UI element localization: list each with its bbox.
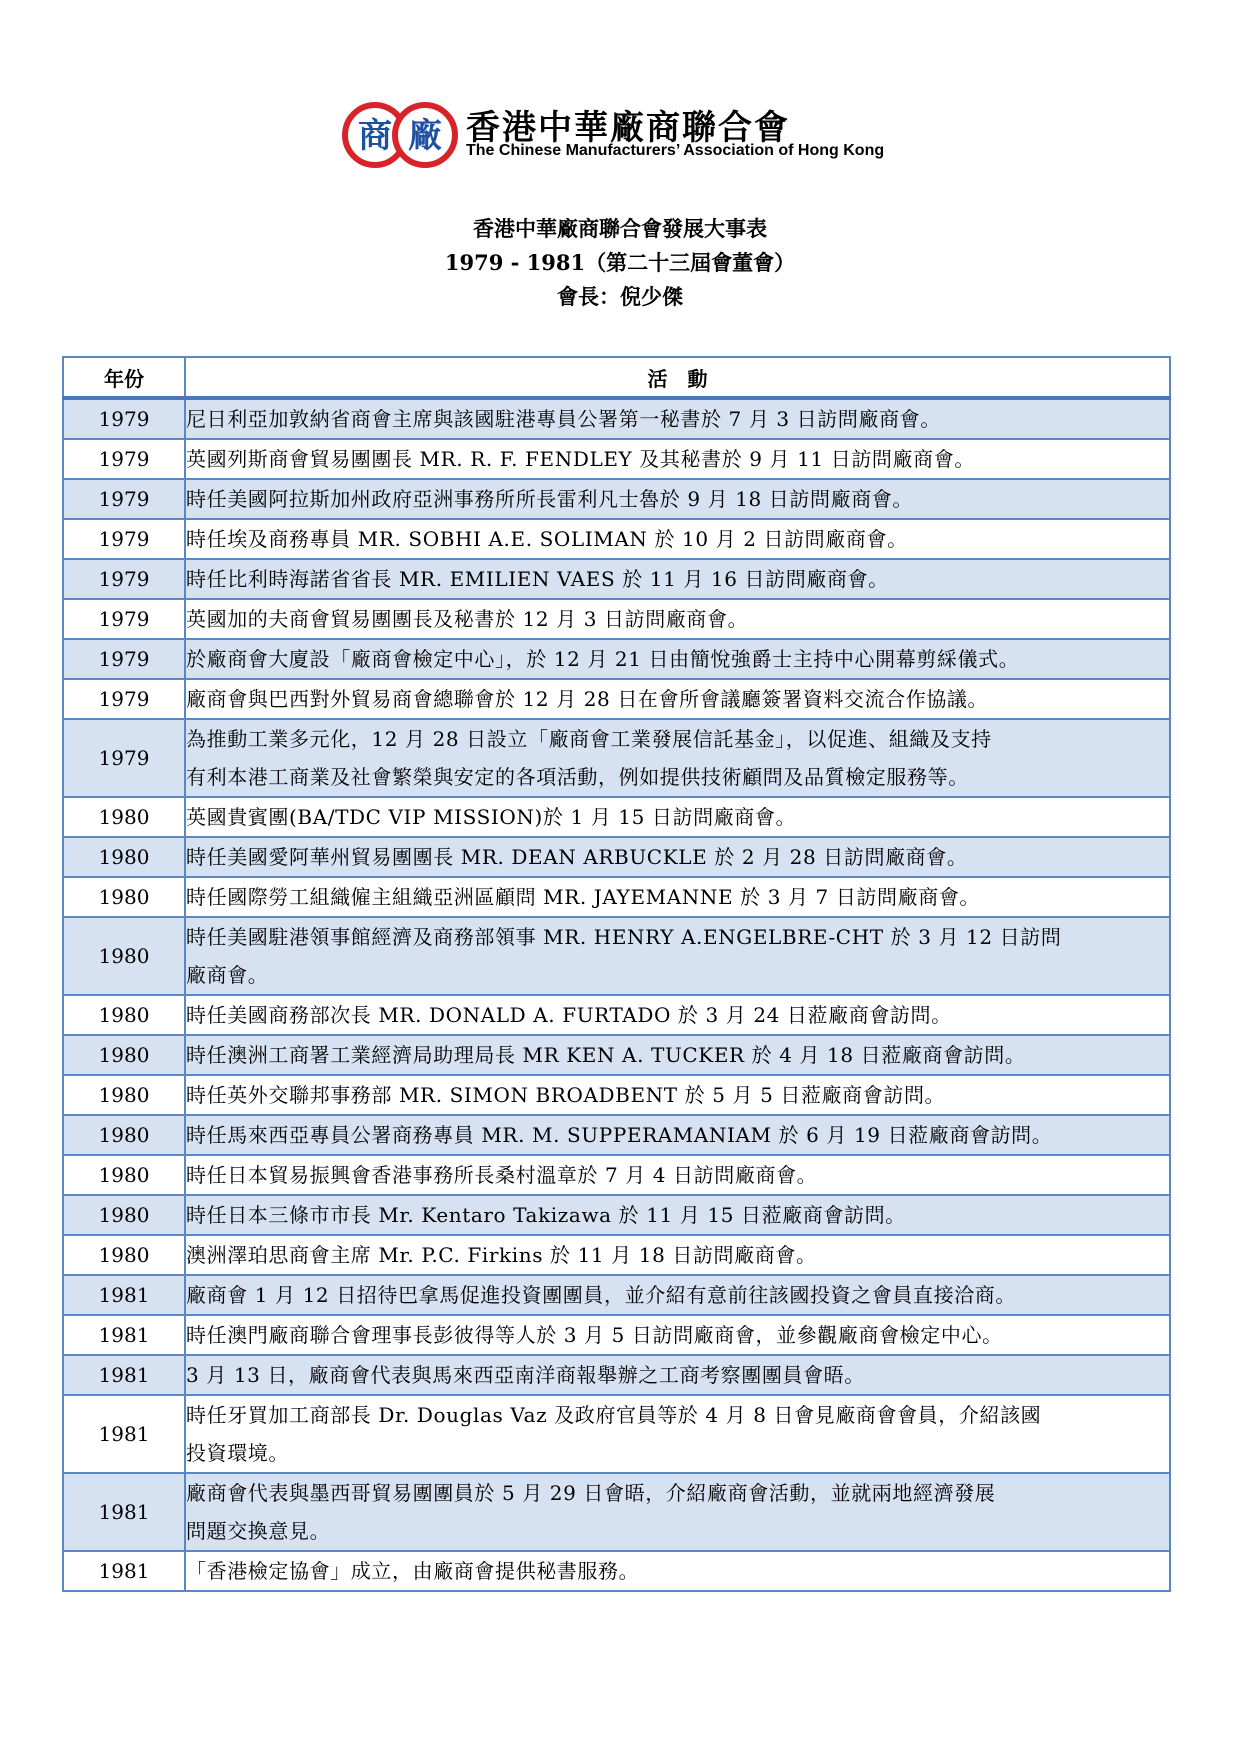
row-year: 1979 xyxy=(63,679,185,719)
row-activity-line: 廠商會與巴西對外貿易商會總聯會於 12 月 28 日在會所會議廳簽署資料交流合作協議。 xyxy=(186,687,989,711)
year-column-header: 年份 xyxy=(63,357,185,398)
table-row xyxy=(63,1115,1170,1155)
row-year: 1980 xyxy=(63,877,185,917)
document-title: 香港中華廠商聯合會發展大事表 xyxy=(473,216,767,241)
row-year: 1979 xyxy=(63,439,185,479)
table-row xyxy=(63,1235,1170,1275)
row-activity-line: 英國貴賓團(BA/TDC VIP MISSION)於 1 月 15 日訪問廠商會。 xyxy=(186,805,797,829)
table-row xyxy=(63,1315,1170,1355)
row-activity xyxy=(185,1115,1170,1155)
row-activity xyxy=(185,1035,1170,1075)
activity-column-header: 活 動 xyxy=(185,357,1170,398)
row-activity-line: 時任日本三條市市長 Mr. Kentaro Takizawa 於 11 月 15 日蒞廠商會訪問。 xyxy=(186,1203,906,1227)
row-activity xyxy=(185,519,1170,559)
row-activity-line: 時任日本貿易振興會香港事務所長桑村溫章於 7 月 4 日訪問廠商會。 xyxy=(186,1163,818,1187)
row-year: 1980 xyxy=(63,797,185,837)
row-activity-line: 時任國際勞工組織僱主組織亞洲區顧問 MR. JAYEMANNE 於 3 月 7 日訪問廠商會。 xyxy=(186,885,981,909)
row-activity-line: 時任比利時海諾省省長 MR. EMILIEN VAES 於 11 月 16 日訪問廠商會。 xyxy=(186,567,889,591)
table-row xyxy=(63,917,1170,995)
row-activity-line: 投資環境。 xyxy=(186,1441,289,1465)
row-activity xyxy=(185,439,1170,479)
row-year: 1979 xyxy=(63,519,185,559)
row-year: 1979 xyxy=(63,398,185,439)
events-table xyxy=(62,356,1171,1592)
row-activity xyxy=(185,1355,1170,1395)
row-activity xyxy=(185,1075,1170,1115)
org-name-en: The Chinese Manufacturers’ Association of Hong Kong xyxy=(466,142,885,159)
document-titles xyxy=(0,212,1240,314)
row-activity-line: 時任埃及商務專員 MR. SOBHI A.E. SOLIMAN 於 10 月 2 日訪問廠商會。 xyxy=(186,527,908,551)
row-activity xyxy=(185,1275,1170,1315)
row-activity-line: 廠商會代表與墨西哥貿易團團員於 5 月 29 日會晤，介紹廠商會活動，並就兩地經濟發展 xyxy=(186,1481,996,1505)
row-activity-line: 澳洲澤珀思商會主席 Mr. P.C. Firkins 於 11 月 18 日訪問廠商會。 xyxy=(186,1243,817,1267)
row-year: 1980 xyxy=(63,917,185,995)
row-activity-line: 時任牙買加工商部長 Dr. Douglas Vaz 及政府官員等於 4 月 8 日會見廠商會會員，介紹該國 xyxy=(186,1403,1042,1427)
table-row xyxy=(63,1473,1170,1551)
row-year: 1980 xyxy=(63,995,185,1035)
table-row xyxy=(63,599,1170,639)
row-activity-line: 時任澳洲工商署工業經濟局助理局長 MR KEN A. TUCKER 於 4 月 18 日蒞廠商會訪問。 xyxy=(186,1043,1026,1067)
row-year: 1980 xyxy=(63,1035,185,1075)
table-row xyxy=(63,877,1170,917)
row-activity xyxy=(185,559,1170,599)
row-year: 1979 xyxy=(63,639,185,679)
row-year: 1980 xyxy=(63,1115,185,1155)
row-activity xyxy=(185,479,1170,519)
events-table-body xyxy=(63,398,1170,1591)
row-activity xyxy=(185,679,1170,719)
row-activity-line: 時任英外交聯邦事務部 MR. SIMON BROADBENT 於 5 月 5 日蒞廠商會訪問。 xyxy=(186,1083,946,1107)
table-row xyxy=(63,1355,1170,1395)
row-activity xyxy=(185,995,1170,1035)
row-year: 1979 xyxy=(63,719,185,797)
row-year: 1981 xyxy=(63,1275,185,1315)
row-activity xyxy=(185,1235,1170,1275)
row-activity-line: 時任澳門廠商聯合會理事長彭彼得等人於 3 月 5 日訪問廠商會，並參觀廠商會檢定中心。 xyxy=(186,1323,1003,1347)
row-activity xyxy=(185,1195,1170,1235)
row-activity-line: 英國列斯商會貿易團團長 MR. R. F. FENDLEY 及其秘書於 9 月 11 日訪問廠商會。 xyxy=(186,447,975,471)
row-activity xyxy=(185,1395,1170,1473)
row-year: 1980 xyxy=(63,1075,185,1115)
table-row xyxy=(63,439,1170,479)
row-activity-line: 時任美國阿拉斯加州政府亞洲事務所所長雷利凡士魯於 9 月 18 日訪問廠商會。 xyxy=(186,487,914,511)
row-activity xyxy=(185,599,1170,639)
row-activity xyxy=(185,797,1170,837)
table-row xyxy=(63,1155,1170,1195)
row-activity xyxy=(185,719,1170,797)
table-row xyxy=(63,1195,1170,1235)
row-year: 1980 xyxy=(63,1235,185,1275)
row-activity-line: 尼日利亞加敦納省商會主席與該國駐港專員公署第一秘書於 7 月 3 日訪問廠商會。 xyxy=(186,407,941,431)
org-name-cn: 香港中華廠商聯合會 xyxy=(466,108,790,148)
table-row xyxy=(63,719,1170,797)
table-row xyxy=(63,1275,1170,1315)
table-row xyxy=(63,797,1170,837)
logo-char-left: 商 xyxy=(358,116,392,156)
row-year: 1979 xyxy=(63,559,185,599)
table-row xyxy=(63,559,1170,599)
row-activity xyxy=(185,837,1170,877)
table-row xyxy=(63,398,1170,439)
row-activity xyxy=(185,917,1170,995)
row-activity-line: 3 月 13 日，廠商會代表與馬來西亞南洋商報舉辦之工商考察團團員會晤。 xyxy=(186,1363,865,1387)
row-activity xyxy=(185,398,1170,439)
row-activity-line: 廠商會 1 月 12 日招待巴拿馬促進投資團團員，並介紹有意前往該國投資之會員直接洽商。 xyxy=(186,1283,1017,1307)
row-activity xyxy=(185,1155,1170,1195)
document-chairman: 會長：倪少傑 xyxy=(557,284,683,309)
row-year: 1980 xyxy=(63,1195,185,1235)
row-activity xyxy=(185,1551,1170,1591)
row-activity xyxy=(185,877,1170,917)
row-year: 1981 xyxy=(63,1355,185,1395)
row-activity xyxy=(185,1473,1170,1551)
table-row xyxy=(63,639,1170,679)
row-year: 1981 xyxy=(63,1473,185,1551)
row-activity-line: 時任美國商務部次長 MR. DONALD A. FURTADO 於 3 月 24 日蒞廠商會訪問。 xyxy=(186,1003,952,1027)
row-activity-line: 英國加的夫商會貿易團團長及秘書於 12 月 3 日訪問廠商會。 xyxy=(186,607,749,631)
table-row xyxy=(63,837,1170,877)
row-activity-line: 於廠商會大廈設「廠商會檢定中心」，於 12 月 21 日由簡悅強爵士主持中心開幕剪綵儀式。 xyxy=(186,647,1020,671)
table-row xyxy=(63,479,1170,519)
row-activity-line: 時任美國愛阿華州貿易團團長 MR. DEAN ARBUCKLE 於 2 月 28 日訪問廠商會。 xyxy=(186,845,968,869)
association-logo-icon xyxy=(340,100,460,170)
row-activity-line: 為推動工業多元化，12 月 28 日設立「廠商會工業發展信託基金」，以促進、組織及支持 xyxy=(186,727,992,751)
table-row xyxy=(63,679,1170,719)
table-row xyxy=(63,1551,1170,1591)
row-activity xyxy=(185,1315,1170,1355)
row-year: 1979 xyxy=(63,479,185,519)
header-logo xyxy=(340,96,900,176)
row-year: 1981 xyxy=(63,1551,185,1591)
row-activity xyxy=(185,639,1170,679)
table-row xyxy=(63,1075,1170,1115)
row-activity-line: 時任美國駐港領事館經濟及商務部領事 MR. HENRY A.ENGELBRE-CHT 於 3 月 12 日訪問 xyxy=(186,925,1062,949)
document-period: 1979 - 1981（第二十三屆會董會） xyxy=(444,250,796,275)
table-header-row xyxy=(63,357,1170,398)
row-activity-line: 時任馬來西亞專員公署商務專員 MR. M. SUPPERAMANIAM 於 6 月 19 日蒞廠商會訪問。 xyxy=(186,1123,1053,1147)
logo-char-right: 廠 xyxy=(408,116,442,156)
row-activity-line: 問題交換意見。 xyxy=(186,1519,331,1543)
row-activity-line: 廠商會。 xyxy=(186,963,269,987)
row-year: 1979 xyxy=(63,599,185,639)
row-year: 1981 xyxy=(63,1315,185,1355)
row-activity-line: 「香港檢定協會」成立，由廠商會提供秘書服務。 xyxy=(186,1559,640,1583)
row-year: 1980 xyxy=(63,837,185,877)
table-row xyxy=(63,995,1170,1035)
row-year: 1981 xyxy=(63,1395,185,1473)
table-row xyxy=(63,519,1170,559)
row-year: 1980 xyxy=(63,1155,185,1195)
row-activity-line: 有利本港工商業及社會繁榮與安定的各項活動，例如提供技術顧問及品質檢定服務等。 xyxy=(186,765,969,789)
table-row xyxy=(63,1035,1170,1075)
table-row xyxy=(63,1395,1170,1473)
